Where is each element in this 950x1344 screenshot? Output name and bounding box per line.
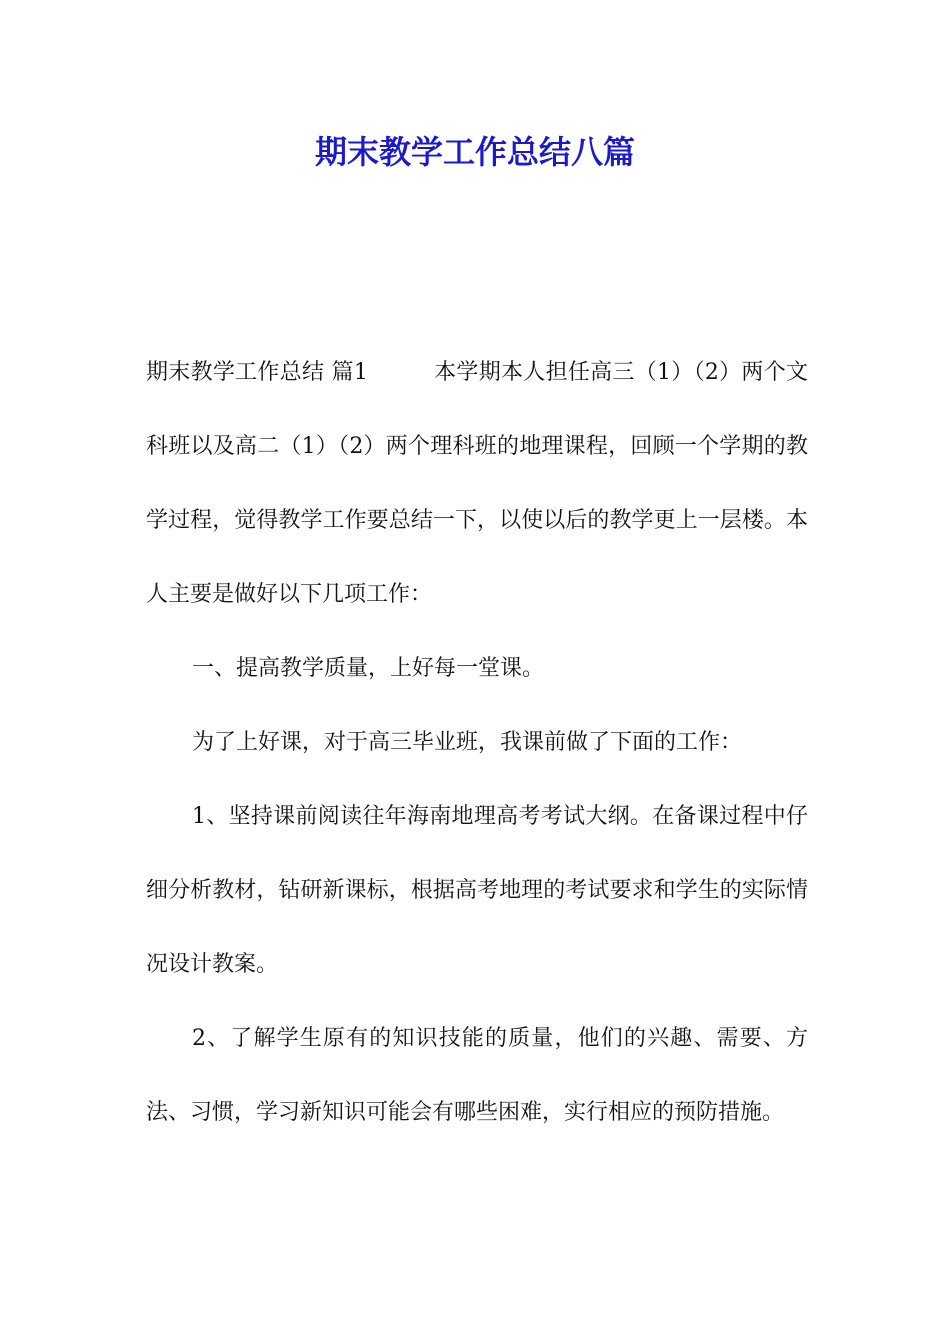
paragraph: 2、了解学生原有的知识技能的质量，他们的兴趣、需要、方法、习惯，学习新知识可能会有哪些困难，实行相应的预防措施。: [146, 1026, 808, 1125]
intro-paragraph: [146, 336, 808, 632]
section-heading: 期末教学工作总结 篇1: [146, 360, 368, 385]
document-body: [146, 336, 808, 1150]
paragraph: 一、提高教学质量，上好每一堂课。: [192, 656, 545, 681]
paragraph-text: 本学期本人担任高三（1）（2）两个文科班以及高二（1）（2）两个理科班的地理课程，回顾一个学期的教学过程，觉得教学工作要总结一下，以使以后的教学更上一层楼。本人主要是做好以下几项工作：: [146, 360, 808, 607]
paragraph: 1、坚持课前阅读往年海南地理高考考试大纲。在备课过程中仔细分析教材，钻研新课标，根据高考地理的考试要求和学生的实际情况设计教案。: [146, 804, 808, 977]
paragraph: 为了上好课，对于高三毕业班，我课前做了下面的工作：: [192, 730, 743, 755]
document-title: 期末教学工作总结八篇: [314, 133, 635, 171]
